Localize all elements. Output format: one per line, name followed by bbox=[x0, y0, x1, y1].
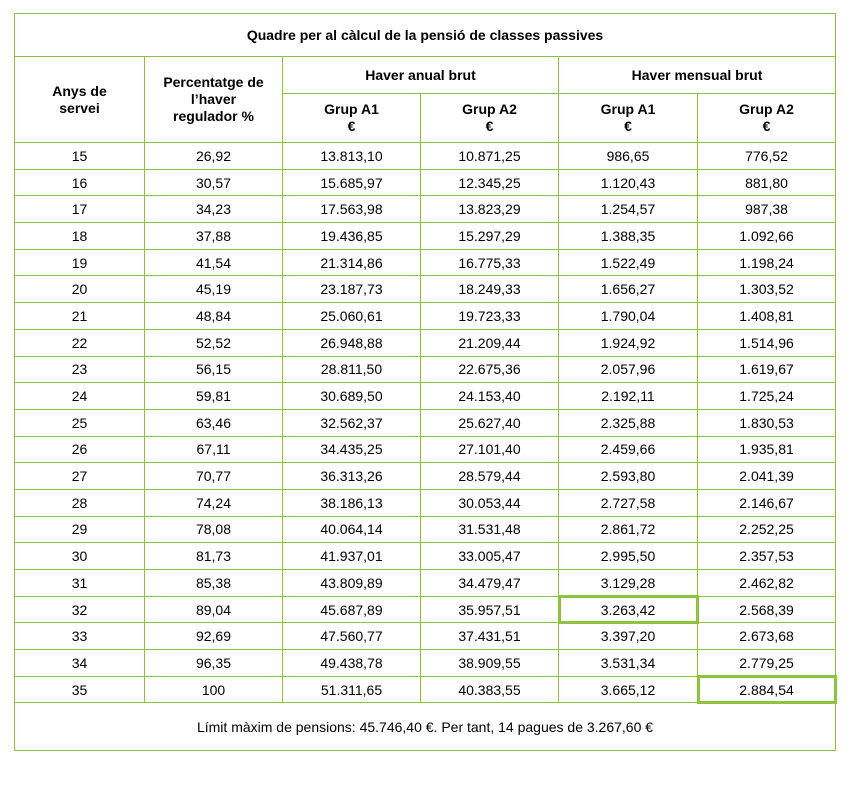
table-row bbox=[15, 303, 836, 330]
cell-mensual-grup-a2: 2.146,67 bbox=[698, 489, 836, 516]
cell-anual-grup-a2: 38.909,55 bbox=[421, 650, 559, 677]
cell-anys-servei: 33 bbox=[15, 623, 145, 650]
table-row bbox=[15, 623, 836, 650]
cell-anual-grup-a2: 12.345,25 bbox=[421, 169, 559, 196]
cell-percentatge: 85,38 bbox=[145, 570, 283, 597]
currency-label: € bbox=[485, 118, 494, 134]
cell-mensual-grup-a2: 1.092,66 bbox=[698, 223, 836, 250]
cell-mensual-grup-a1: 2.861,72 bbox=[559, 516, 698, 543]
currency-label: € bbox=[762, 118, 771, 134]
table-row bbox=[15, 196, 836, 223]
cell-anual-grup-a2: 35.957,51 bbox=[421, 596, 559, 623]
cell-anual-grup-a2: 37.431,51 bbox=[421, 623, 559, 650]
cell-percentatge: 26,92 bbox=[145, 143, 283, 170]
cell-mensual-grup-a2: 776,52 bbox=[698, 143, 836, 170]
cell-mensual-grup-a2: 2.462,82 bbox=[698, 570, 836, 597]
table-row bbox=[15, 329, 836, 356]
grup-label: Grup A1 bbox=[600, 101, 656, 117]
table-row bbox=[15, 463, 836, 490]
cell-anys-servei: 34 bbox=[15, 650, 145, 677]
header-percentatge-line1: Percentatge de bbox=[163, 74, 264, 90]
cell-percentatge: 34,23 bbox=[145, 196, 283, 223]
table-row bbox=[15, 169, 836, 196]
cell-mensual-grup-a2: 2.041,39 bbox=[698, 463, 836, 490]
cell-mensual-grup-a2: 2.568,39 bbox=[698, 596, 836, 623]
cell-mensual-grup-a1: 1.388,35 bbox=[559, 223, 698, 250]
cell-anual-grup-a2: 25.627,40 bbox=[421, 409, 559, 436]
cell-anual-grup-a1: 23.187,73 bbox=[283, 276, 421, 303]
pension-table bbox=[14, 13, 836, 751]
cell-mensual-grup-a1: 2.727,58 bbox=[559, 489, 698, 516]
cell-anual-grup-a1: 26.948,88 bbox=[283, 329, 421, 356]
header-anual-grup-a2 bbox=[421, 94, 559, 143]
cell-mensual-grup-a2: 1.725,24 bbox=[698, 383, 836, 410]
table-title: Quadre per al càlcul de la pensió de classes passives bbox=[15, 14, 836, 57]
cell-anual-grup-a1: 25.060,61 bbox=[283, 303, 421, 330]
table-row bbox=[15, 383, 836, 410]
cell-anual-grup-a1: 13.813,10 bbox=[283, 143, 421, 170]
pension-table-container bbox=[14, 13, 836, 751]
cell-anys-servei: 28 bbox=[15, 489, 145, 516]
header-haver-mensual: Haver mensual brut bbox=[559, 57, 836, 94]
cell-mensual-grup-a1: 3.397,20 bbox=[559, 623, 698, 650]
cell-anual-grup-a1: 51.311,65 bbox=[283, 676, 421, 703]
cell-mensual-grup-a2: 1.619,67 bbox=[698, 356, 836, 383]
cell-anual-grup-a2: 28.579,44 bbox=[421, 463, 559, 490]
header-mensual-grup-a2 bbox=[698, 94, 836, 143]
cell-mensual-grup-a2: 987,38 bbox=[698, 196, 836, 223]
cell-anys-servei: 18 bbox=[15, 223, 145, 250]
cell-mensual-grup-a1: 3.129,28 bbox=[559, 570, 698, 597]
cell-percentatge: 30,57 bbox=[145, 169, 283, 196]
header-anys-line1: Anys de bbox=[52, 82, 107, 99]
cell-mensual-grup-a1: 1.790,04 bbox=[559, 303, 698, 330]
cell-anual-grup-a2: 15.297,29 bbox=[421, 223, 559, 250]
table-row bbox=[15, 489, 836, 516]
cell-percentatge: 67,11 bbox=[145, 436, 283, 463]
cell-anual-grup-a2: 34.479,47 bbox=[421, 570, 559, 597]
cell-anual-grup-a2: 24.153,40 bbox=[421, 383, 559, 410]
cell-anual-grup-a1: 47.560,77 bbox=[283, 623, 421, 650]
cell-anual-grup-a1: 34.435,25 bbox=[283, 436, 421, 463]
cell-anual-grup-a2: 33.005,47 bbox=[421, 543, 559, 570]
table-row bbox=[15, 143, 836, 170]
cell-mensual-grup-a1: 986,65 bbox=[559, 143, 698, 170]
cell-anual-grup-a1: 17.563,98 bbox=[283, 196, 421, 223]
table-body bbox=[15, 143, 836, 703]
cell-percentatge: 92,69 bbox=[145, 623, 283, 650]
cell-mensual-grup-a1: 2.459,66 bbox=[559, 436, 698, 463]
grup-label: Grup A2 bbox=[462, 101, 517, 117]
cell-mensual-grup-a2: 1.198,24 bbox=[698, 249, 836, 276]
cell-anual-grup-a2: 31.531,48 bbox=[421, 516, 559, 543]
cell-anys-servei: 25 bbox=[15, 409, 145, 436]
cell-anual-grup-a1: 19.436,85 bbox=[283, 223, 421, 250]
table-row bbox=[15, 676, 836, 703]
table-row bbox=[15, 223, 836, 250]
footer-note: Límit màxim de pensions: 45.746,40 €. Per tant, 14 pagues de 3.267,60 € bbox=[15, 703, 836, 751]
cell-anual-grup-a1: 36.313,26 bbox=[283, 463, 421, 490]
cell-anys-servei: 21 bbox=[15, 303, 145, 330]
cell-anual-grup-a1: 32.562,37 bbox=[283, 409, 421, 436]
cell-mensual-grup-a2: 2.252,25 bbox=[698, 516, 836, 543]
table-row bbox=[15, 276, 836, 303]
header-anual-grup-a1 bbox=[283, 94, 421, 143]
cell-percentatge: 96,35 bbox=[145, 650, 283, 677]
cell-mensual-grup-a2: 1.514,96 bbox=[698, 329, 836, 356]
cell-mensual-grup-a2: 1.408,81 bbox=[698, 303, 836, 330]
cell-anual-grup-a1: 40.064,14 bbox=[283, 516, 421, 543]
table-row bbox=[15, 516, 836, 543]
cell-mensual-grup-a1: 1.254,57 bbox=[559, 196, 698, 223]
cell-mensual-grup-a1: 3.665,12 bbox=[559, 676, 698, 703]
cell-anys-servei: 24 bbox=[15, 383, 145, 410]
cell-mensual-grup-a2: 1.935,81 bbox=[698, 436, 836, 463]
cell-anual-grup-a1: 41.937,01 bbox=[283, 543, 421, 570]
cell-mensual-grup-a1: 2.593,80 bbox=[559, 463, 698, 490]
cell-anual-grup-a1: 45.687,89 bbox=[283, 596, 421, 623]
table-row bbox=[15, 570, 836, 597]
cell-anys-servei: 26 bbox=[15, 436, 145, 463]
table-row bbox=[15, 249, 836, 276]
table-row bbox=[15, 596, 836, 623]
cell-percentatge: 56,15 bbox=[145, 356, 283, 383]
cell-mensual-grup-a1-highlighted: 3.263,42 bbox=[559, 596, 698, 623]
grup-label: Grup A2 bbox=[739, 101, 794, 117]
cell-mensual-grup-a1: 1.656,27 bbox=[559, 276, 698, 303]
table-row bbox=[15, 436, 836, 463]
cell-anys-servei: 16 bbox=[15, 169, 145, 196]
cell-mensual-grup-a1: 2.325,88 bbox=[559, 409, 698, 436]
cell-mensual-grup-a2: 2.673,68 bbox=[698, 623, 836, 650]
header-anys-line2: servei bbox=[59, 99, 100, 116]
cell-percentatge: 41,54 bbox=[145, 249, 283, 276]
cell-anual-grup-a2: 22.675,36 bbox=[421, 356, 559, 383]
cell-anys-servei: 17 bbox=[15, 196, 145, 223]
header-anys-servei bbox=[15, 57, 145, 143]
cell-anual-grup-a1: 49.438,78 bbox=[283, 650, 421, 677]
cell-anys-servei: 29 bbox=[15, 516, 145, 543]
cell-percentatge: 100 bbox=[145, 676, 283, 703]
header-mensual-grup-a1 bbox=[559, 94, 698, 143]
cell-anys-servei: 19 bbox=[15, 249, 145, 276]
cell-anys-servei: 31 bbox=[15, 570, 145, 597]
cell-anys-servei: 23 bbox=[15, 356, 145, 383]
cell-anys-servei: 32 bbox=[15, 596, 145, 623]
cell-anys-servei: 30 bbox=[15, 543, 145, 570]
cell-mensual-grup-a2: 1.830,53 bbox=[698, 409, 836, 436]
cell-anual-grup-a2: 13.823,29 bbox=[421, 196, 559, 223]
cell-anual-grup-a2: 40.383,55 bbox=[421, 676, 559, 703]
cell-mensual-grup-a2: 2.357,53 bbox=[698, 543, 836, 570]
cell-percentatge: 81,73 bbox=[145, 543, 283, 570]
cell-anys-servei: 27 bbox=[15, 463, 145, 490]
cell-percentatge: 74,24 bbox=[145, 489, 283, 516]
currency-label: € bbox=[347, 118, 356, 134]
cell-percentatge: 78,08 bbox=[145, 516, 283, 543]
header-haver-anual: Haver anual brut bbox=[283, 57, 559, 94]
cell-anual-grup-a2: 16.775,33 bbox=[421, 249, 559, 276]
cell-mensual-grup-a1: 2.057,96 bbox=[559, 356, 698, 383]
table-row bbox=[15, 409, 836, 436]
cell-anual-grup-a1: 38.186,13 bbox=[283, 489, 421, 516]
cell-anual-grup-a1: 43.809,89 bbox=[283, 570, 421, 597]
cell-mensual-grup-a1: 1.924,92 bbox=[559, 329, 698, 356]
cell-mensual-grup-a1: 1.120,43 bbox=[559, 169, 698, 196]
cell-anual-grup-a2: 21.209,44 bbox=[421, 329, 559, 356]
cell-mensual-grup-a2: 881,80 bbox=[698, 169, 836, 196]
grup-label: Grup A1 bbox=[324, 101, 379, 117]
cell-anual-grup-a2: 18.249,33 bbox=[421, 276, 559, 303]
header-percentatge-line2: l’haver bbox=[190, 91, 237, 107]
cell-mensual-grup-a2: 2.779,25 bbox=[698, 650, 836, 677]
cell-percentatge: 63,46 bbox=[145, 409, 283, 436]
table-row bbox=[15, 356, 836, 383]
cell-anual-grup-a1: 21.314,86 bbox=[283, 249, 421, 276]
cell-percentatge: 52,52 bbox=[145, 329, 283, 356]
cell-mensual-grup-a1: 1.522,49 bbox=[559, 249, 698, 276]
cell-mensual-grup-a1: 2.995,50 bbox=[559, 543, 698, 570]
table-row bbox=[15, 650, 836, 677]
cell-percentatge: 48,84 bbox=[145, 303, 283, 330]
cell-mensual-grup-a1: 3.531,34 bbox=[559, 650, 698, 677]
cell-anys-servei: 15 bbox=[15, 143, 145, 170]
cell-mensual-grup-a1: 2.192,11 bbox=[559, 383, 698, 410]
cell-mensual-grup-a2-highlighted: 2.884,54 bbox=[698, 676, 836, 703]
cell-anys-servei: 22 bbox=[15, 329, 145, 356]
table-row bbox=[15, 543, 836, 570]
header-percentatge bbox=[145, 57, 283, 143]
cell-percentatge: 59,81 bbox=[145, 383, 283, 410]
cell-mensual-grup-a2: 1.303,52 bbox=[698, 276, 836, 303]
cell-anys-servei: 20 bbox=[15, 276, 145, 303]
cell-percentatge: 37,88 bbox=[145, 223, 283, 250]
currency-label: € bbox=[624, 118, 632, 134]
cell-anual-grup-a1: 15.685,97 bbox=[283, 169, 421, 196]
cell-anual-grup-a2: 19.723,33 bbox=[421, 303, 559, 330]
cell-anual-grup-a2: 10.871,25 bbox=[421, 143, 559, 170]
header-percentatge-line3: regulador % bbox=[173, 108, 254, 124]
cell-anual-grup-a2: 30.053,44 bbox=[421, 489, 559, 516]
cell-anual-grup-a1: 30.689,50 bbox=[283, 383, 421, 410]
cell-anys-servei: 35 bbox=[15, 676, 145, 703]
cell-anual-grup-a2: 27.101,40 bbox=[421, 436, 559, 463]
cell-anual-grup-a1: 28.811,50 bbox=[283, 356, 421, 383]
cell-percentatge: 45,19 bbox=[145, 276, 283, 303]
cell-percentatge: 70,77 bbox=[145, 463, 283, 490]
cell-percentatge: 89,04 bbox=[145, 596, 283, 623]
